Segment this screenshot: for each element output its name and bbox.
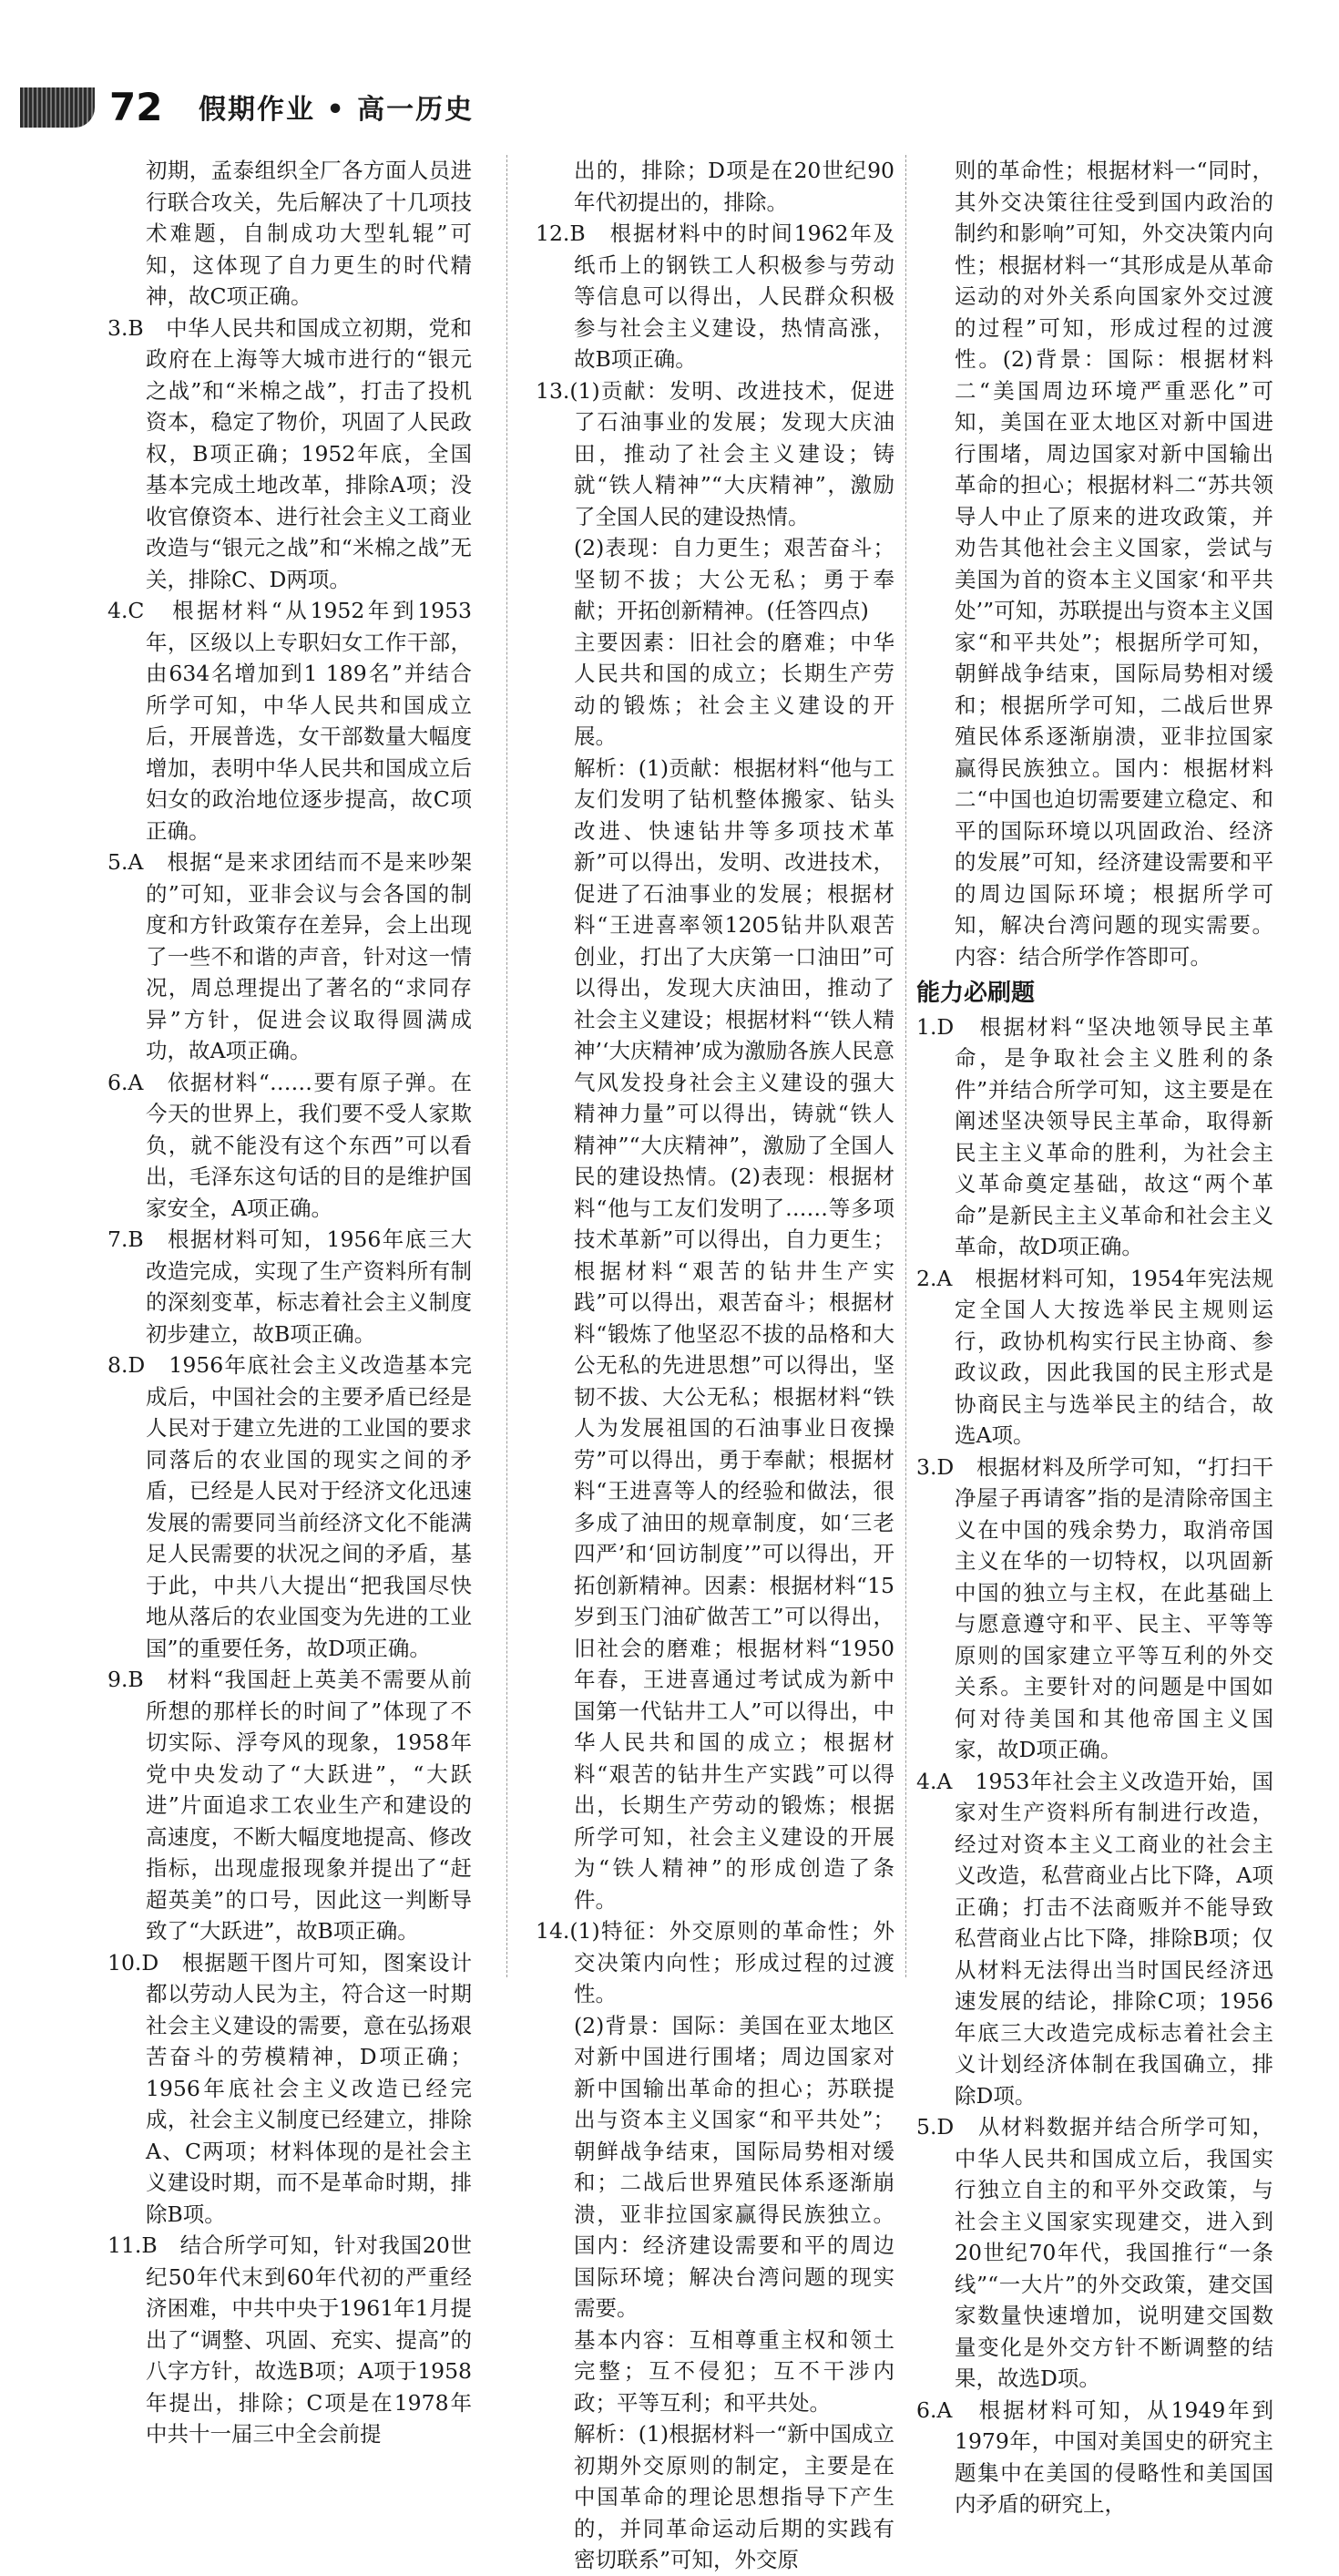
section-heading: 能力必刷题 bbox=[916, 980, 1036, 1007]
answer-paragraph: 8.D 1956年底社会主义改造基本完成后，中国社会的主要矛盾已经是人民对于建立先进的工业国的要求同落后的农业国的现实之间的矛盾，已经是人民对于经济文化迅速发展的需要同当前经济文化不能满足人民需要的状况之间的矛盾，基于此，中共八大提出“把我国尽快地从落后的农业国变为先进的工业国”的重要任务，故D项正确。 bbox=[107, 1352, 472, 1661]
text-column-3 bbox=[916, 155, 1273, 2520]
answer-paragraph: (2)表现：自力更生；艰苦奋斗；坚韧不拔；大公无私；勇于奉献；开拓创新精神。(任答四点) bbox=[574, 535, 894, 623]
answer-paragraph: 4.C 根据材料“从1952年到1953年，区级以上专职妇女工作干部，由634名增加到1 189名”并结合所学可知，中华人民共和国成立后，开展普选，女干部数量大幅度增加，表明中华人民共和国成立后妇女的政治地位逐步提高，故C项正确。 bbox=[107, 598, 472, 844]
page-header bbox=[0, 0, 1339, 137]
page-number: 72 bbox=[109, 85, 163, 129]
answer-paragraph: 则的革命性；根据材料一“同时，其外交决策往往受到国内政治的制约和影响”可知，外交决策内向性；根据材料一“其形成是从革命运动的对外关系向国家外交过渡的过程”可知，形成过程的过渡性。(2)背景：国际：根据材料二“美国周边环境严重恶化”可知，美国在亚太地区对新中国进行围堵，周边国家对新中国输出革命的担心；根据材料二“苏共领导人中止了原来的进攻政策，并劝告其他社会主义国家，尝试与美国为首的资本主义国家‘和平共处’”可知，苏联提出与资本主义国家“和平共处”；根据所学可知，朝鲜战争结束，国际局势相对缓和；根据所学可知，二战后世界殖民体系逐渐崩溃，亚非拉国家赢得民族独立。国内：根据材料二“中国也迫切需要建立稳定、和平的国际环境以巩固政治、经济的发展”可知，经济建设需要和平的周边国际环境；根据所学可知，解决台湾问题的现实需要。内容：结合所学作答即可。 bbox=[955, 158, 1273, 970]
answer-paragraph: 14.(1)特征：外交原则的革命性；外交决策内向性；形成过程的过渡性。 bbox=[536, 1918, 894, 2006]
answer-paragraph: 5.A 根据“是来求团结而不是来吵架的”可知，亚非会议与会各国的制度和方针政策存在差异，会上出现了一些不和谐的声音，针对这一情况，周总理提出了著名的“求同存异”方针，促进会议取得圆满成功，故A项正确。 bbox=[107, 849, 472, 1063]
header-decoration bbox=[20, 87, 95, 128]
answer-paragraph: 10.D 根据题干图片可知，图案设计都以劳动人民为主，符合这一时期社会主义建设的需要，意在弘扬艰苦奋斗的劳模精神，D项正确；1956年底社会主义改造已经完成，社会主义制度已经建立，排除A、C两项；材料体现的是社会主义建设时期，而不是革命时期，排除B项。 bbox=[107, 1949, 472, 2227]
answer-paragraph: 解析：(1)贡献：根据材料“他与工友们发明了钻机整体搬家、钻头改进、快速钻井等多项技术革新”可以得出，发明、改进技术，促进了石油事业的发展；根据材料“王进喜率领1205钻井队艰苦创业，打出了大庆第一口油田”可以得出，发现大庆油田，推动了社会主义建设；根据材料“‘铁人精神’‘大庆精神’成为激励各族人民意气风发投身社会主义建设的强大精神力量”可以得出，铸就“铁人精神”“大庆精神”，激励了全国人民的建设热情。(2)表现：根据材料“他与工友们发明了……等多项技术革新”可以得出，自力更生；根据材料“艰苦的钻井生产实践”可以得出，艰苦奋斗；根据材料“锻炼了他坚忍不拔的品格和大公无私的先进思想”可以得出，坚韧不拔、大公无私；根据材料“铁人为发展祖国的石油事业日夜操劳”可以得出，勇于奉献；根据材料“王进喜等人的经验和做法，很多成了油田的规章制度，如‘三老四严’和‘回访制度’”可以得出，开拓创新精神。因素：根据材料“15岁到玉门油矿做苦工”可以得出，旧社会的磨难；根据材料“1950年春，王进喜通过考试成为新中国第一代钻井工人”可以得出，中华人民共和国的成立；根据材料“艰苦的钻井生产实践”可以得出，长期生产劳动的锻炼；根据所学可知，社会主义建设的开展为“铁人精神”的形成创造了条件。 bbox=[574, 754, 894, 1913]
text-column-1 bbox=[107, 155, 472, 2450]
page-title: 假期作业 • 高一历史 bbox=[199, 94, 475, 126]
answer-paragraph: 11.B 结合所学可知，针对我国20世纪50年代末到60年代初的严重经济困难，中共中央于1961年1月提出了“调整、巩固、充实、提高”的八字方针，故选B项；A项于1958年提出，排除；C项是在1978年中共十一届三中全会前提 bbox=[107, 2232, 472, 2447]
answer-paragraph: 2.A 根据材料可知，1954年宪法规定全国人大按选举民主规则运行，政协机构实行民主协商、参政议政，因此我国的民主形式是协商民主与选举民主的结合，故选A项。 bbox=[916, 1265, 1273, 1448]
answer-paragraph: 7.B 根据材料可知，1956年底三大改造完成，实现了生产资料所有制的深刻变革，标志着社会主义制度初步建立，故B项正确。 bbox=[107, 1226, 472, 1347]
answer-paragraph: 6.A 根据材料可知，从1949年到1979年，中国对美国史的研究主题集中在美国的侵略性和美国国内矛盾的研究上， bbox=[916, 2396, 1273, 2517]
answer-paragraph: 12.B 根据材料中的时间1962年及纸币上的钢铁工人积极参与劳动等信息可以得出，人民群众积极参与社会主义建设，热情高涨，故B项正确。 bbox=[536, 221, 894, 372]
answer-paragraph: 3.B 中华人民共和国成立初期，党和政府在上海等大城市进行的“银元之战”和“米棉之战”，打击了投机资本，稳定了物价，巩固了人民政权，B项正确；1952年底，全国基本完成土地改革，排除A项；没收官僚资本、进行社会主义工商业改造与“银元之战”和“米棉之战”无关，排除C、D两项。 bbox=[107, 314, 472, 592]
answer-paragraph: 1.D 根据材料“坚决地领导民主革命，是争取社会主义胜利的条件”并结合所学可知，这主要是在阐述坚决领导民主革命，取得新民主主义革命的胜利，为社会主义革命奠定基础，故这“两个革命”是新民主主义革命和社会主义革命，故D项正确。 bbox=[916, 1013, 1273, 1259]
column-divider bbox=[905, 155, 906, 1977]
answer-paragraph: 6.A 依据材料“……要有原子弹。在今天的世界上，我们要不受人家欺负，就不能没有这个东西”可以看出，毛泽东这句话的目的是维护国家安全，A项正确。 bbox=[107, 1069, 472, 1221]
text-column-2 bbox=[536, 155, 894, 2576]
answer-paragraph: 出的，排除；D项是在20世纪90年代初提出的，排除。 bbox=[574, 158, 894, 215]
column-divider bbox=[506, 155, 507, 1977]
answer-paragraph: 9.B 材料“我国赶上英美不需要从前所想的那样长的时间了”体现了不切实际、浮夸风的现象，1958年党中央发动了“大跃进”，“大跃进”片面追求工农业生产和建设的高速度，不断大幅度地提高、修改指标，出现虚报现象并提出了“赶超英美”的口号，因此这一判断导致了“大跃进”，故B项正确。 bbox=[107, 1667, 472, 1944]
answer-paragraph: 4.A 1953年社会主义改造开始，国家对生产资料所有制进行改造，经过对资本主义工商业的社会主义改造，私营商业占比下降，A项正确；打击不法商贩并不能导致私营商业占比下降，排除B项；仅从材料无法得出当时国民经济迅速发展的结论，排除C项；1956年底三大改造完成标志着社会主义计划经济体制在我国确立，排除D项。 bbox=[916, 1768, 1273, 2109]
answer-paragraph: 解析：(1)根据材料一“新中国成立初期外交原则的制定，主要是在中国革命的理论思想指导下产生的，并同革命运动后期的实践有密切联系”可知，外交原 bbox=[574, 2421, 894, 2572]
answer-paragraph: 13.(1)贡献：发明、改进技术，促进了石油事业的发展；发现大庆油田，推动了社会主义建设；铸就“铁人精神”“大庆精神”，激励了全国人民的建设热情。 bbox=[536, 377, 894, 529]
answer-paragraph: 初期，孟泰组织全厂各方面人员进行联合攻关，先后解决了十几项技术难题，自制成功大型轧辊”可知，这体现了自力更生的时代精神，故C项正确。 bbox=[146, 158, 472, 309]
answer-paragraph: (2)背景：国际：美国在亚太地区对新中国进行围堵；周边国家对新中国输出革命的担心；苏联提出与资本主义国家“和平共处”；朝鲜战争结束，国际局势相对缓和；二战后世界殖民体系逐渐崩溃，亚非拉国家赢得民族独立。国内：经济建设需要和平的周边国际环境；解决台湾问题的现实需要。 bbox=[574, 2012, 894, 2321]
answer-paragraph: 基本内容：互相尊重主权和领土完整；互不侵犯；互不干涉内政；平等互利；和平共处。 bbox=[574, 2326, 894, 2416]
answer-paragraph: 主要因素：旧社会的磨难；中华人民共和国的成立；长期生产劳动的锻炼；社会主义建设的开展。 bbox=[574, 629, 894, 749]
answer-paragraph: 5.D 从材料数据并结合所学可知，中华人民共和国成立后，我国实行独立自主的和平外交政策，与社会主义国家实现建交，进入到20世纪70年代，我国推行“一条线”“一大片”的外交政策，建交国家数量快速增加，说明建交国数量变化是外交方针不断调整的结果，故选D项。 bbox=[916, 2114, 1273, 2391]
answer-paragraph: 3.D 根据材料及所学可知，“打扫干净屋子再请客”指的是清除帝国主义在中国的残余势力，取消帝国主义在华的一切特权，以巩固新中国的独立与主权，在此基础上与愿意遵守和平、民主、平等等原则的国家建立平等互利的外交关系。主要针对的问题是中国如何对待美国和其他帝国主义国家，故D项正确。 bbox=[916, 1453, 1273, 1762]
